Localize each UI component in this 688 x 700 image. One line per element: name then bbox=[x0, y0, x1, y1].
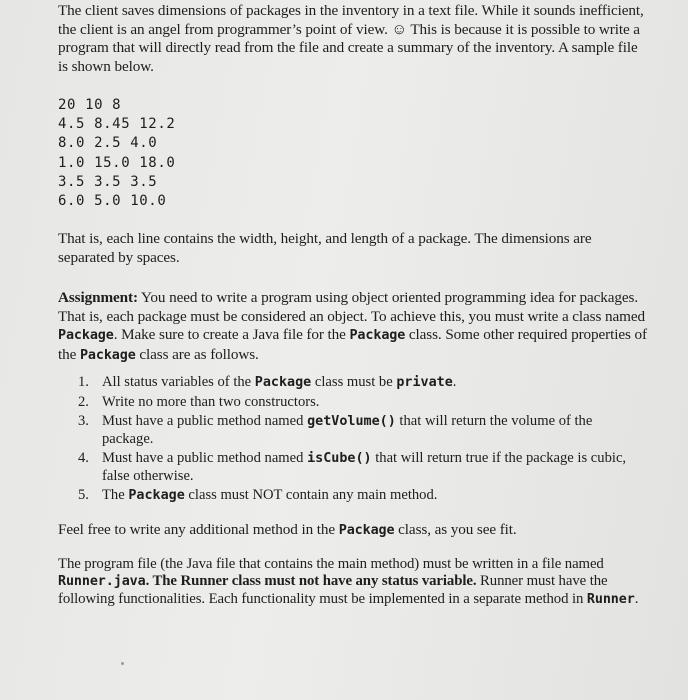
sample-line: 1.0 15.0 18.0 bbox=[58, 154, 176, 171]
list-text: Write no more than two constructors. bbox=[102, 394, 320, 411]
assignment-text-d: class are as follows. bbox=[135, 345, 259, 363]
inline-code: Package bbox=[254, 375, 312, 390]
list-text: class must NOT contain any main method. bbox=[184, 486, 438, 503]
assignment-text-a: You need to write a program using object oriented programming idea for packages. That is, each package must be considered an object. To achieve this, you must write a class named bbox=[58, 289, 645, 325]
list-text: . bbox=[452, 374, 457, 390]
paper-speck bbox=[121, 662, 124, 665]
sample-line: 6.0 5.0 10.0 bbox=[58, 193, 167, 210]
inline-code: isCube() bbox=[307, 451, 372, 467]
inline-code: Package bbox=[128, 487, 185, 503]
runner-paragraph bbox=[58, 556, 648, 608]
inline-code: Package bbox=[338, 523, 395, 538]
intro-text-a: The client saves dimensions of packages in the inventory in a text file. While it sounds inefficient, the client is an angel from programmer’s point of view. bbox=[58, 2, 644, 38]
inline-code: private bbox=[396, 375, 453, 390]
list-text: that will return the volume of the package. bbox=[102, 413, 593, 447]
assignment-text-c: class. Some other required properties of the bbox=[58, 326, 647, 363]
list-text: The bbox=[102, 486, 129, 503]
list-item bbox=[78, 450, 643, 484]
assignment-label: Assignment: bbox=[58, 289, 138, 306]
inline-code: getVolume() bbox=[307, 414, 396, 430]
list-text: All status variables of the bbox=[102, 374, 255, 390]
assignment-paragraph bbox=[58, 289, 648, 365]
sample-line: 8.0 2.5 4.0 bbox=[58, 135, 158, 152]
class-name-code: Package bbox=[349, 328, 406, 343]
list-text: that will return true if the package is cubic, false otherwise. bbox=[102, 450, 627, 484]
list-number: 4. bbox=[78, 450, 89, 467]
list-number: 1. bbox=[78, 374, 89, 390]
list-item bbox=[78, 394, 643, 411]
requirements-list bbox=[78, 374, 643, 507]
list-text: Must have a public method named bbox=[102, 413, 308, 430]
list-number: 3. bbox=[78, 413, 89, 430]
inline-code: Runner.java bbox=[58, 574, 146, 590]
runner-text-a: The program file (the Java file that contains the main method) must be written in a file named bbox=[58, 556, 604, 572]
format-paragraph: That is, each line contains the width, height, and length of a package. The dimensions are separated by spaces. bbox=[58, 230, 592, 266]
class-name-code: Package bbox=[58, 328, 114, 343]
sample-file-block bbox=[58, 96, 175, 211]
free-text-b: class, as you see fit. bbox=[394, 521, 517, 538]
list-text: class must be bbox=[311, 374, 397, 390]
intro-text-b: This is because it is possible to write a program that will directly read from the file and create a summary of the inventory. A sample file is shown below. bbox=[58, 20, 640, 75]
runner-text-b: Runner must have the following functionalities. Each functionality must be implemented in a separate method in bbox=[58, 573, 608, 607]
assignment-text-b: . Make sure to create a Java file for the bbox=[113, 326, 350, 343]
intro-paragraph bbox=[58, 2, 648, 76]
sample-line: 20 10 8 bbox=[58, 97, 122, 113]
class-name-code: Package bbox=[79, 347, 136, 363]
list-number: 2. bbox=[78, 394, 89, 411]
list-number: 5. bbox=[78, 486, 89, 503]
runner-bold-text: . The Runner class must not have any status variable. bbox=[145, 573, 477, 590]
smiley-icon: ☺ bbox=[391, 20, 407, 38]
inline-code: Runner bbox=[586, 591, 635, 607]
free-text-a: Feel free to write any additional method in the bbox=[58, 521, 339, 538]
list-text: Must have a public method named bbox=[102, 450, 308, 467]
list-item bbox=[78, 374, 643, 392]
runner-text-c: . bbox=[634, 590, 639, 607]
sample-line: 3.5 3.5 3.5 bbox=[58, 173, 158, 190]
free-paragraph bbox=[58, 521, 648, 541]
list-item bbox=[78, 413, 643, 447]
sample-line: 4.5 8.45 12.2 bbox=[58, 116, 176, 133]
list-item bbox=[78, 487, 643, 505]
